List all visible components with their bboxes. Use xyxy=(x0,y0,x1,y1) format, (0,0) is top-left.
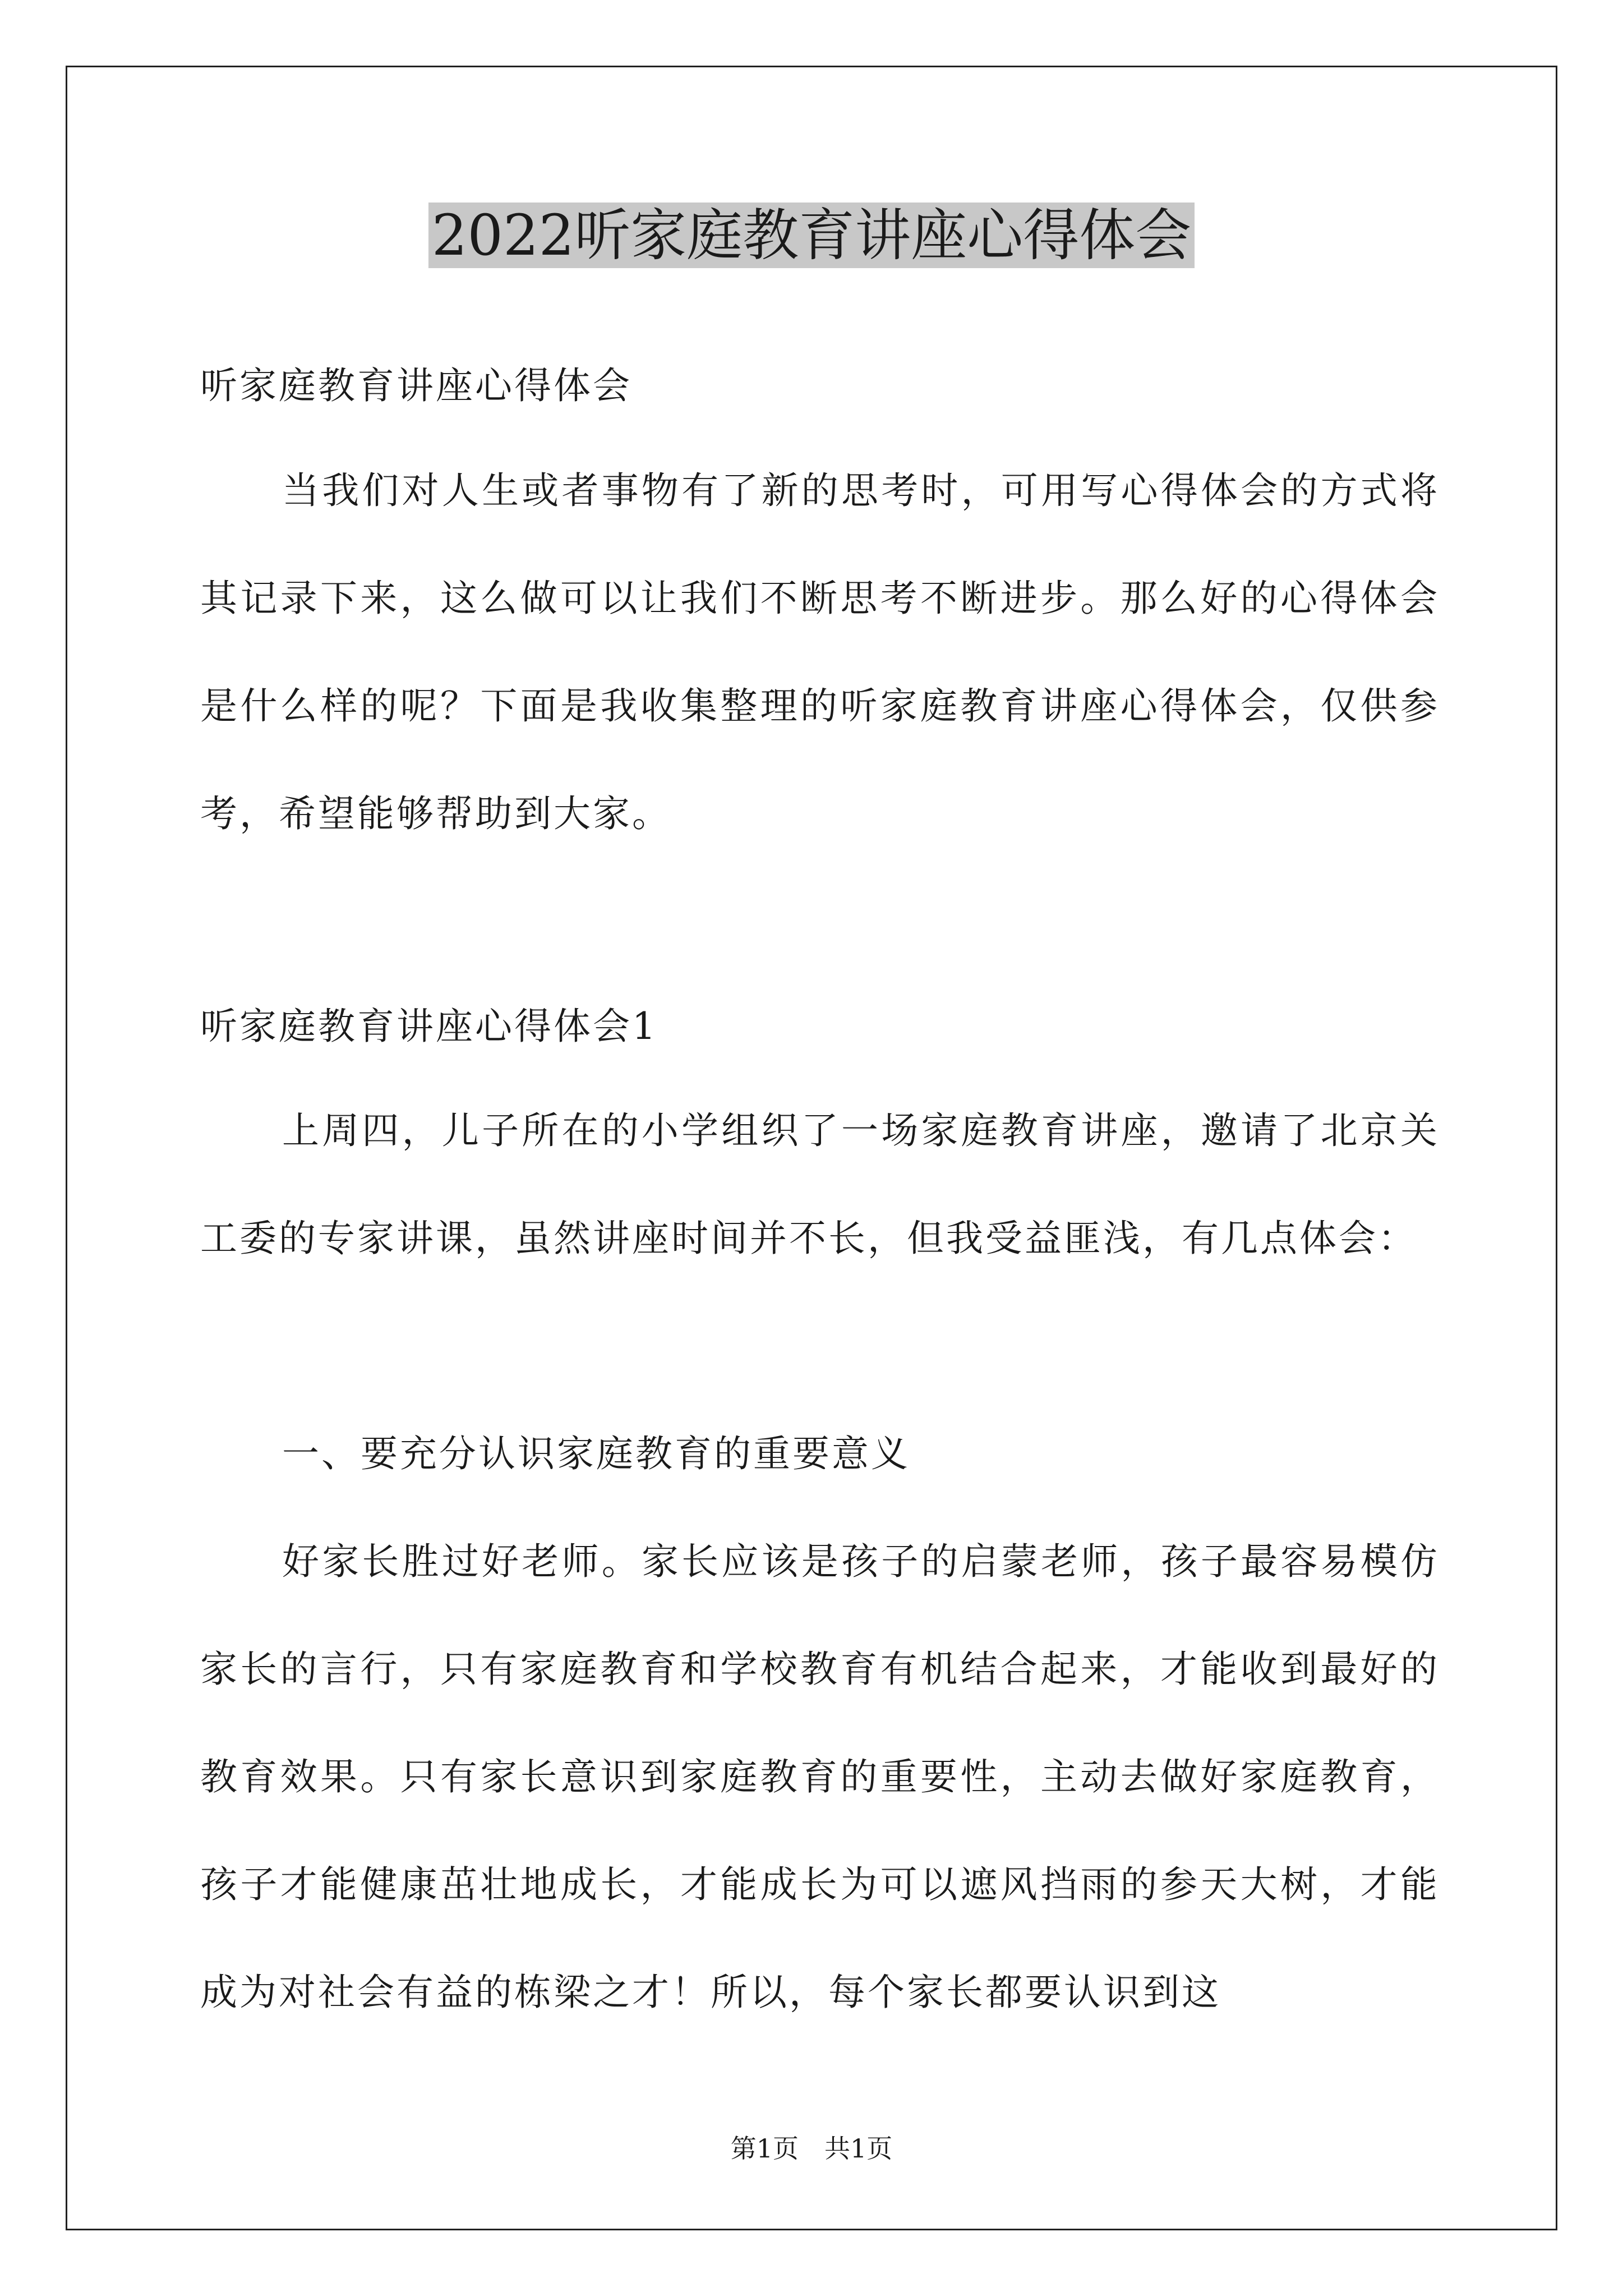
point-heading: 一、要充分认识家庭教育的重要意义 xyxy=(282,1432,910,1475)
paragraph-1: 上周四，儿子所在的小学组织了一场家庭教育讲座，邀请了北京关工委的专家讲课，虽然讲座时间并不长，但我受益匪浅，有几点体会： xyxy=(200,1109,1440,1260)
document-title-text: 2022听家庭教育讲座心得体会 xyxy=(428,203,1195,268)
paragraph-2: 好家长胜过好老师。家长应该是孩子的启蒙老师，孩子最容易模仿家长的言行，只有家庭教育和学校教育有机结合起来，才能收到最好的教育效果。只有家长意识到家庭教育的重要性，主动去做好家庭教育，孩子才能健康茁壮地成长，才能成长为可以遮风挡雨的参天大树，才能成为对社会有益的栋梁之才！所以，每个家长都要认识到这 xyxy=(200,1540,1440,2014)
document-subtitle: 听家庭教育讲座心得体会 xyxy=(200,364,632,407)
page-footer: 第1页 共1页 xyxy=(730,2133,893,2164)
document-title xyxy=(0,196,1623,275)
section-heading: 听家庭教育讲座心得体会1 xyxy=(200,1005,658,1048)
intro-paragraph: 当我们对人生或者事物有了新的思考时，可用写心得体会的方式将其记录下来，这么做可以让我们不断思考不断进步。那么好的心得体会是什么样的呢？下面是我收集整理的听家庭教育讲座心得体会，仅供参考，希望能够帮助到大家。 xyxy=(200,469,1440,835)
